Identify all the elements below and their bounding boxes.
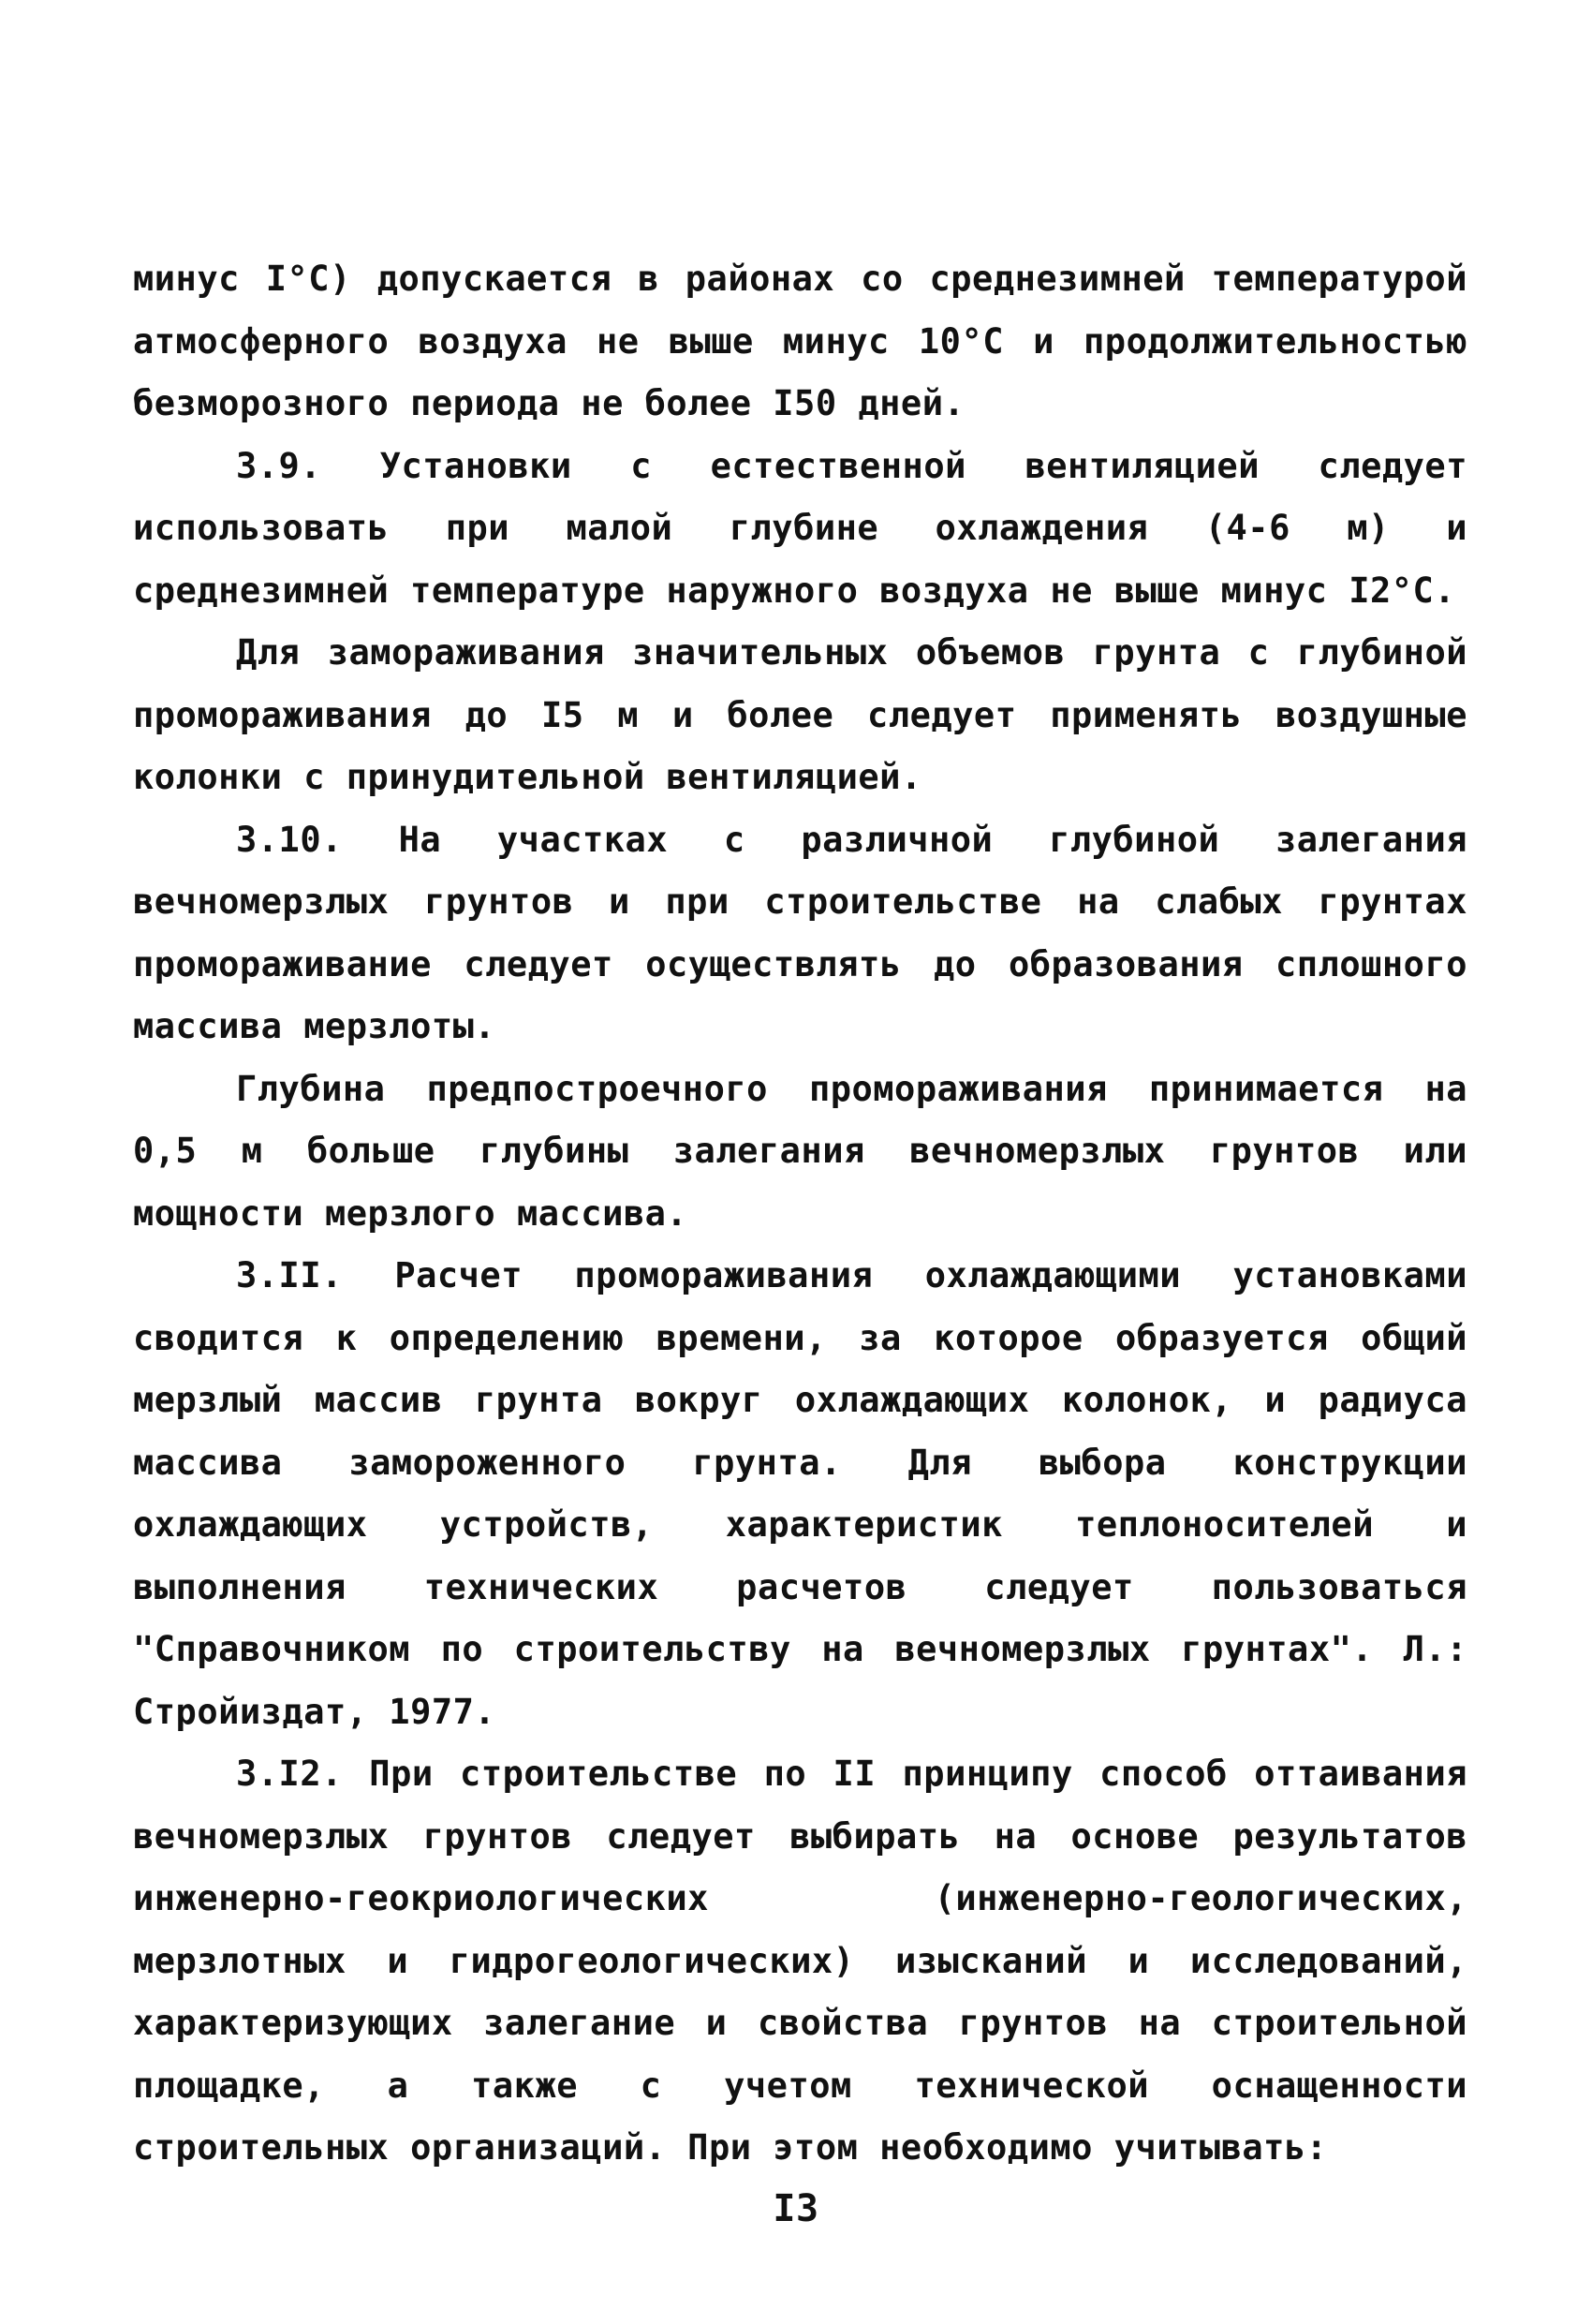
paragraph-3-10: 3.10. На участках с различной глубиной залегания вечномерзлых грунтов и при строительстве на слабых грунтах промораживание следует осуществлять до образования сплошного массива мерзлоты.	[133, 819, 1467, 1046]
body-text	[133, 248, 1467, 2180]
paragraph-3-9: 3.9. Установки с естественной вентиляцией следует использовать при малой глубине охлаждения (4-6 м) и среднезимней температуре наружного воздуха не выше минус I2°С.	[133, 445, 1467, 611]
page-number: I3	[773, 2187, 819, 2230]
paragraph-3-11: 3.II. Расчет промораживания охлаждающими установками сводится к определению времени, за которое образуется общий мерзлый массив грунта вокруг охлаждающих колонок, и радиуса массива замороженного грунта. Для выбора конструкции охлаждающих устройств, характеристик теплоносителей и выполнения технических расчетов следует пользоваться "Справочником по строительству на вечномерзлых грунтах". Л.: Стройиздат, 1977.	[133, 1255, 1467, 1732]
paragraph-freezing-volumes: Для замораживания значительных объемов грунта с глубиной промораживания до I5 м и более следует применять воздушные колонки с принудительной вентиляцией.	[133, 632, 1467, 797]
paragraph-freezing-depth: Глубина предпостроечного промораживания принимается на 0,5 м больше глубины залегания вечномерзлых грунтов или мощности мерзлого массива.	[133, 1068, 1467, 1234]
paragraph-3-12: 3.I2. При строительстве по II принципу способ оттаивания вечномерзлых грунтов следует выбирать на основе результатов инженерно-геокриологических (инженерно-геологических, мерзлотных и гидрогеологических) изысканий и исследований, характеризующих залегание и свойства грунтов на строительной площадке, а также с учетом технической оснащенности строительных организаций. При этом необходимо учитывать:	[133, 1754, 1467, 2168]
paragraph-continuation: минус I°С) допускается в районах со среднезимней температурой атмосферного воздуха не выше минус 10°С и продолжительностью безморозного периода не более I50 дней.	[133, 259, 1467, 423]
